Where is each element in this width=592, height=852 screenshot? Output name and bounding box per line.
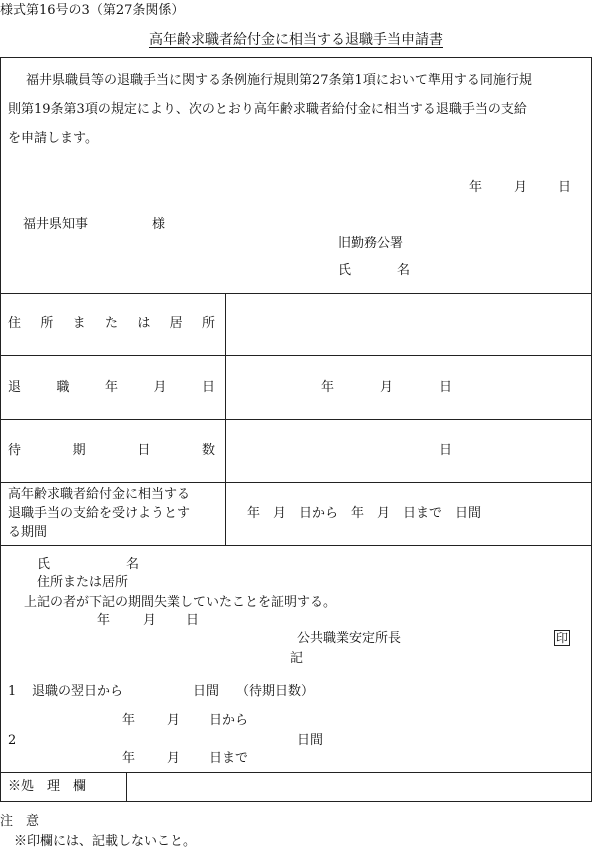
cert-office-label: 公共職業安定所長 [297, 631, 402, 646]
ki-label: 記 [290, 651, 304, 666]
apply-date-day: 日 [558, 180, 572, 195]
addressee-honorific: 様 [152, 217, 166, 232]
divider [0, 482, 592, 483]
waiting-days-value[interactable]: 日 [439, 443, 453, 458]
divider [0, 545, 592, 546]
retire-year[interactable]: 年 [321, 380, 335, 395]
item2-number: 2 [8, 733, 17, 748]
period-value[interactable]: 年 月 日から 年 月 日まで 日間 [247, 506, 482, 521]
char: 日 [201, 380, 215, 395]
note-1: ※印欄には、記載しないこと。 [14, 834, 197, 849]
row-label-retire-date [8, 381, 215, 394]
form-number: 様式第16号の3（第27条関係） [0, 3, 185, 18]
item2-from-year: 年 [122, 713, 136, 728]
item1-text: 退職の翌日から [32, 684, 124, 699]
divider [0, 355, 592, 356]
cert-date-year: 年 [97, 613, 111, 628]
applicant-office-label: 旧勤務公署 [338, 236, 404, 251]
char: 期 [72, 443, 86, 458]
char: た [104, 316, 118, 331]
address-field[interactable] [226, 294, 591, 354]
char: 職 [56, 380, 70, 395]
intro-line-2: 則第19条第3項の規定により、次のとおり高年齢求職者給付金に相当する退職手当の支給 [8, 102, 527, 117]
cert-date-month: 月 [143, 613, 157, 628]
item2-to-month: 月 [167, 751, 181, 766]
cert-name-label-1: 氏 [37, 557, 51, 572]
addressee-name: 福井県知事 [23, 217, 89, 232]
row-label-address [8, 317, 215, 330]
retire-day[interactable]: 日 [439, 380, 453, 395]
char: ま [72, 316, 86, 331]
char: 年 [104, 380, 118, 395]
cert-statement: 上記の者が下記の期間失業していたことを証明する。 [24, 595, 337, 610]
item2-from-month: 月 [167, 713, 181, 728]
char: 居 [169, 316, 183, 331]
char: 日 [137, 443, 151, 458]
char: は [137, 316, 151, 331]
item2-to-year: 年 [122, 751, 136, 766]
cert-address-label: 住所または居所 [37, 575, 129, 590]
seal-mark: 印 [556, 631, 569, 645]
form-title: 高年齢求職者給付金に相当する退職手当申請書 [149, 32, 443, 48]
char: 待 [8, 443, 22, 458]
cert-name-label-2: 名 [126, 557, 140, 572]
apply-date-year: 年 [469, 180, 483, 195]
applicant-name-label-2: 名 [397, 263, 411, 278]
item2-to-day: 日まで [209, 751, 249, 766]
item2-days: 日間 [297, 733, 324, 748]
applicant-name-label-1: 氏 [338, 263, 352, 278]
item1-note: （待期日数） [236, 684, 315, 699]
intro-line-1: 福井県職員等の退職手当に関する条例施行規則第27条第1項において準用する同施行規 [26, 73, 532, 88]
item2-from-day: 日から [209, 713, 249, 728]
processing-label: ※処 理 欄 [8, 779, 87, 794]
period-label-2: 退職手当の支給を受けようとす [8, 506, 191, 521]
char: 月 [153, 380, 167, 395]
char: 退 [8, 380, 22, 395]
char: 住 [8, 316, 22, 331]
period-label-3: る期間 [8, 525, 48, 540]
apply-date-month: 月 [514, 180, 528, 195]
char: 数 [201, 443, 215, 458]
item1-number: 1 [8, 684, 17, 699]
divider [0, 419, 592, 420]
row-label-waiting-days [8, 444, 215, 457]
char: 所 [40, 316, 54, 331]
retire-month[interactable]: 月 [380, 380, 394, 395]
notes-heading: 注 意 [0, 814, 40, 829]
item1-days: 日間 [193, 684, 220, 699]
intro-line-3: を申請します。 [8, 131, 98, 146]
period-label-1: 高年齢求職者給付金に相当する [8, 487, 191, 502]
cert-date-day: 日 [186, 613, 200, 628]
processing-field [127, 773, 591, 801]
char: 所 [201, 316, 215, 331]
